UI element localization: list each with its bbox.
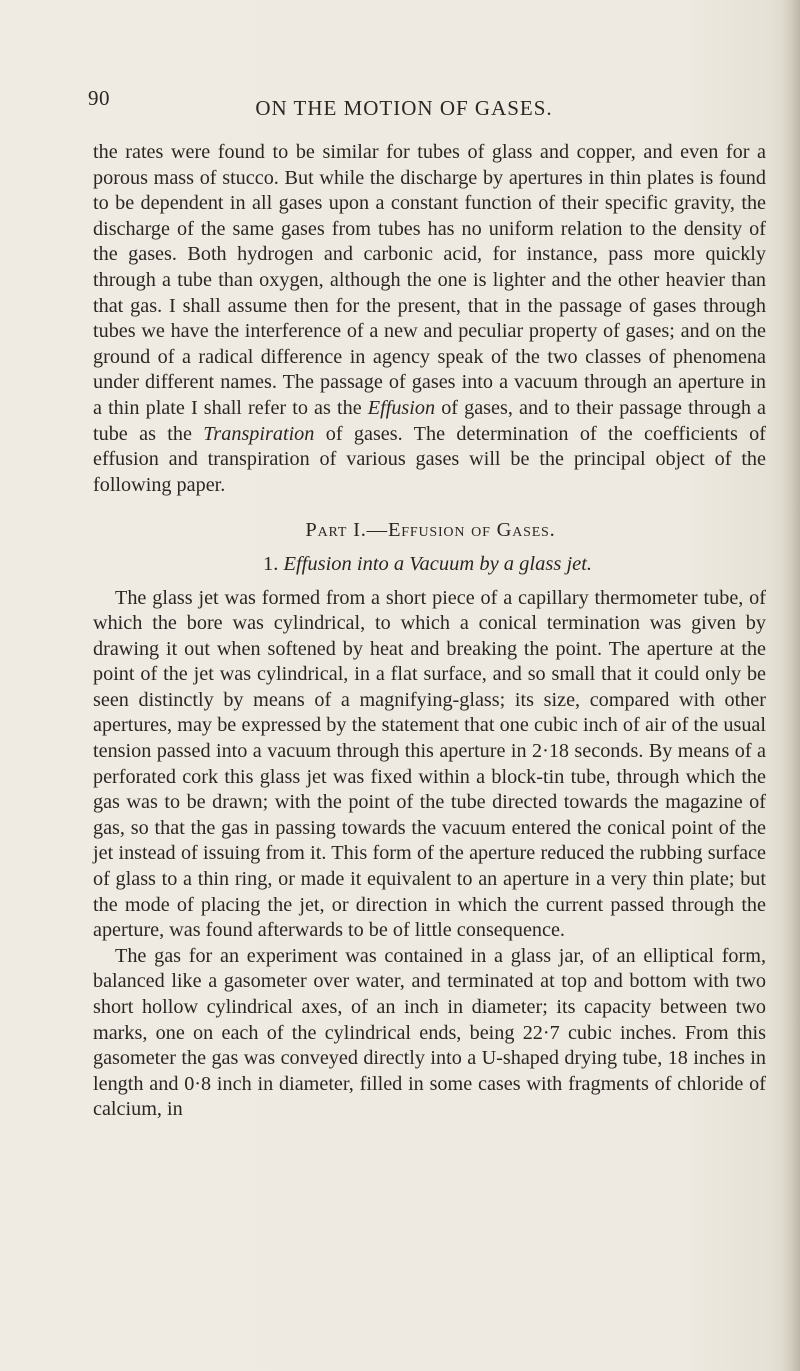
part-heading [93, 518, 766, 544]
paragraph-glass-jet: The glass jet was formed from a short piece of a capillary thermometer tube, of which the bore was cylindrical, to which a conical termination was given by drawing it out when softened by heat and breaking the point. The aperture at the point of the jet was cylindrical, in a flat surface, and so small that it could only be seen distinctly by means of a magnifying-glass; its size, compared with other apertures, may be expressed by the statement that one cubic inch of air of the usual tension passed into a vacuum through this aperture in 2·18 seconds. By means of a perforated cork this glass jet was fixed within a block-tin tube, through which the gas was to be drawn; with the point of the tube directed towards the magazine of gas, so that the gas in passing towards the vacuum entered the conical point of the jet instead of issuing from it. This form of the aperture reduced the rubbing surface of glass to a thin ring, or made it equivalent to an aperture in a very thin plate; but the mode of placing the jet, or direction in which the current passed through the aperture, was found afterwards to be of little consequence. [93, 586, 766, 942]
paragraph-text: the rates were found to be similar for tubes of glass and copper, and even for a porous mass of stucco. But while the discharge by apertures in thin plates is found to be dependent in all gases upon a constant function of their specific gravity, the discharge of the same gases from tubes has no uniform relation to the density of the gases. Both hydrogen and carbonic acid, for instance, pass more quickly through a tube than oxygen, although the one is lighter and the other heavier than that gas. I shall assume then for the present, that in the passage of gases through tubes we have the interference of a new and peculiar property of gases; and on the ground of a radical difference in agency speak of the two classes of phenomena under different names. The passage of gases into a vacuum through an aperture in a thin plate I shall refer to as the [93, 141, 766, 419]
section-title: Effusion into a Vacuum by a glass jet. [283, 552, 593, 575]
paragraph-gasometer: The gas for an experiment was contained in a glass jar, of an elliptical form, balanced like a gasometer over water, and terminated at top and bottom with two short hollow cylindrical axes, of an inch in diameter; its capacity between two marks, one on each of the cylindrical ends, being 22·7 cubic inches. From this gasometer the gas was conveyed directly into a U-shaped drying tube, 18 inches in length and 0·8 inch in diameter, filled in some cases with fragments of chloride of calcium, in [93, 944, 766, 1121]
running-title: ON THE MOTION OF GASES. [255, 96, 553, 120]
italic-term-transpiration: Transpiration [203, 422, 315, 445]
page-number: 90 [88, 86, 110, 110]
paragraph-text: of gases. The determination of the coefficients of effusion and transpiration of various gases will be the principal object of the following paper. [93, 422, 766, 496]
paragraph-intro-continuation [93, 140, 766, 498]
italic-term-effusion: Effusion [367, 396, 436, 419]
section-number: 1. [262, 552, 284, 575]
paragraph-text: of gases, and to their passage through a tube as the [93, 396, 766, 445]
part-title: Effusion of Gases. [387, 519, 556, 542]
section-heading [93, 552, 766, 578]
part-label: Part I.— [305, 519, 388, 542]
body-text [93, 140, 766, 1123]
page-edge-shadow [782, 0, 800, 1371]
